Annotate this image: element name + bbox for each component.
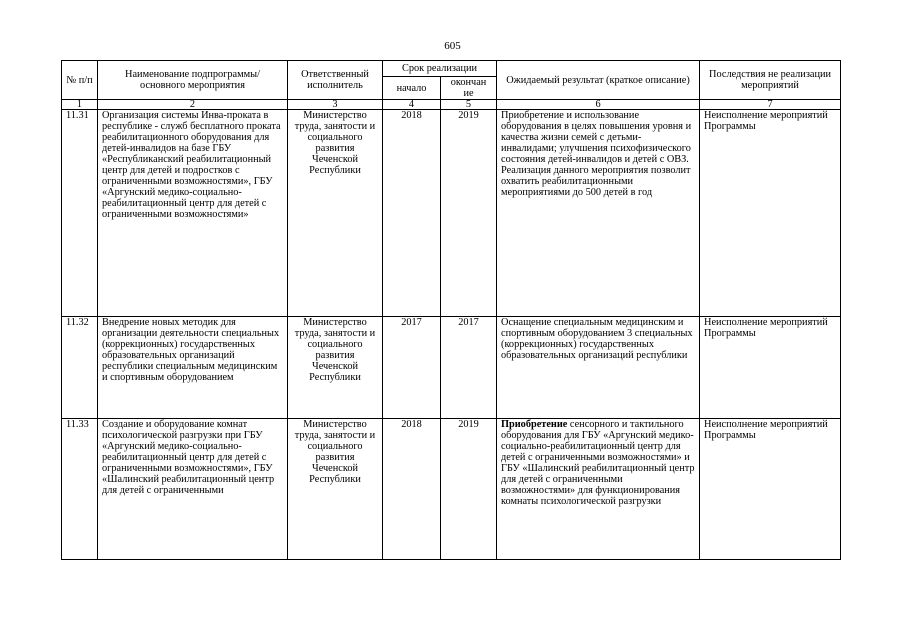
row-number: 11.32: [62, 317, 98, 419]
row-result: [497, 419, 700, 560]
row-name: Создание и оборудование комнат психологической разгрузки при ГБУ «Аргунский медико-социально-реабилитационный центр для детей с ограниченными возможностями», ГБУ «Шалинский реабилитационный центр для детей с ограниченными: [98, 419, 288, 560]
row-end: 2017: [441, 317, 497, 419]
column-number: 4: [383, 100, 441, 110]
row-name: Организация системы Инва-проката в республике - служб бесплатного проката реабилитационного оборудования для детей-инвалидов на базе ГБУ «Республиканский реабилитационный центр для детей и подростков с ограниченными возможностями», ГБУ «Аргунский медико-социально-реабилитационный центр для детей с ограниченными возможностями»: [98, 110, 288, 317]
column-numbers-row: [62, 100, 841, 110]
row-start: 2017: [383, 317, 441, 419]
row-consequences: Неисполнение мероприятий Программы: [700, 110, 841, 317]
row-consequences: Неисполнение мероприятий Программы: [700, 419, 841, 560]
row-end: 2019: [441, 419, 497, 560]
row-result: [497, 110, 700, 317]
table-row: [62, 419, 841, 560]
header-period: Срок реализации: [383, 61, 497, 77]
header-executor: Ответственный исполнитель: [288, 61, 383, 100]
row-executor: Министерство труда, занятости и социального развития Чеченской Республики: [288, 419, 383, 560]
header-num: № п/п: [62, 61, 98, 100]
header-consequences: Последствия не реализации мероприятий: [700, 61, 841, 100]
column-number: 6: [497, 100, 700, 110]
header-end: окончан ие: [441, 77, 497, 100]
row-result: [497, 317, 700, 419]
header-result: Ожидаемый результат (краткое описание): [497, 61, 700, 100]
column-number: 7: [700, 100, 841, 110]
table-row: [62, 317, 841, 419]
row-executor: Министерство труда, занятости и социального развития Чеченской Республики: [288, 110, 383, 317]
row-consequences: Неисполнение мероприятий Программы: [700, 317, 841, 419]
row-result-text: сенсорного и тактильного оборудования для ГБУ «Аргунский медико-социально-реабилитационный центр для детей с ограниченными возможностями» и ГБУ «Шалинский реабилитационный центр для детей с ограниченными возможностями» для функционирования комнаты психологической разгрузки: [501, 419, 695, 507]
column-number: 2: [98, 100, 288, 110]
column-number: 1: [62, 100, 98, 110]
row-result-text: Оснащение специальным медицинским и спортивным оборудованием 3 специальных (коррекционных) государственных образовательных организаций республики: [501, 317, 693, 361]
row-start: 2018: [383, 110, 441, 317]
program-table: [61, 60, 841, 560]
row-result-bold: Приобретение: [501, 419, 568, 430]
row-executor: Министерство труда, занятости и социального развития Чеченской Республики: [288, 317, 383, 419]
header-name: Наименование подпрограммы/ основного мероприятия: [98, 61, 288, 100]
page-number: 605: [444, 40, 461, 52]
header-start: начало: [383, 77, 441, 100]
table-row: [62, 110, 841, 317]
row-number: 11.31: [62, 110, 98, 317]
row-end: 2019: [441, 110, 497, 317]
column-number: 5: [441, 100, 497, 110]
row-number: 11.33: [62, 419, 98, 560]
row-name: Внедрение новых методик для организации деятельности специальных (коррекционных) государственных образовательных организаций республики специальным медицинским и спортивным оборудованием: [98, 317, 288, 419]
row-result-text: Приобретение и использование оборудования в целях повышения уровня и качества жизни семей с детьми-инвалидами; улучшения психофизического состояния детей-инвалидов и детей с ОВЗ. Реализация данного мероприятия позволит охватить реабилитационными мероприятиями до 500 детей в год: [501, 110, 692, 198]
column-number: 3: [288, 100, 383, 110]
row-start: 2018: [383, 419, 441, 560]
